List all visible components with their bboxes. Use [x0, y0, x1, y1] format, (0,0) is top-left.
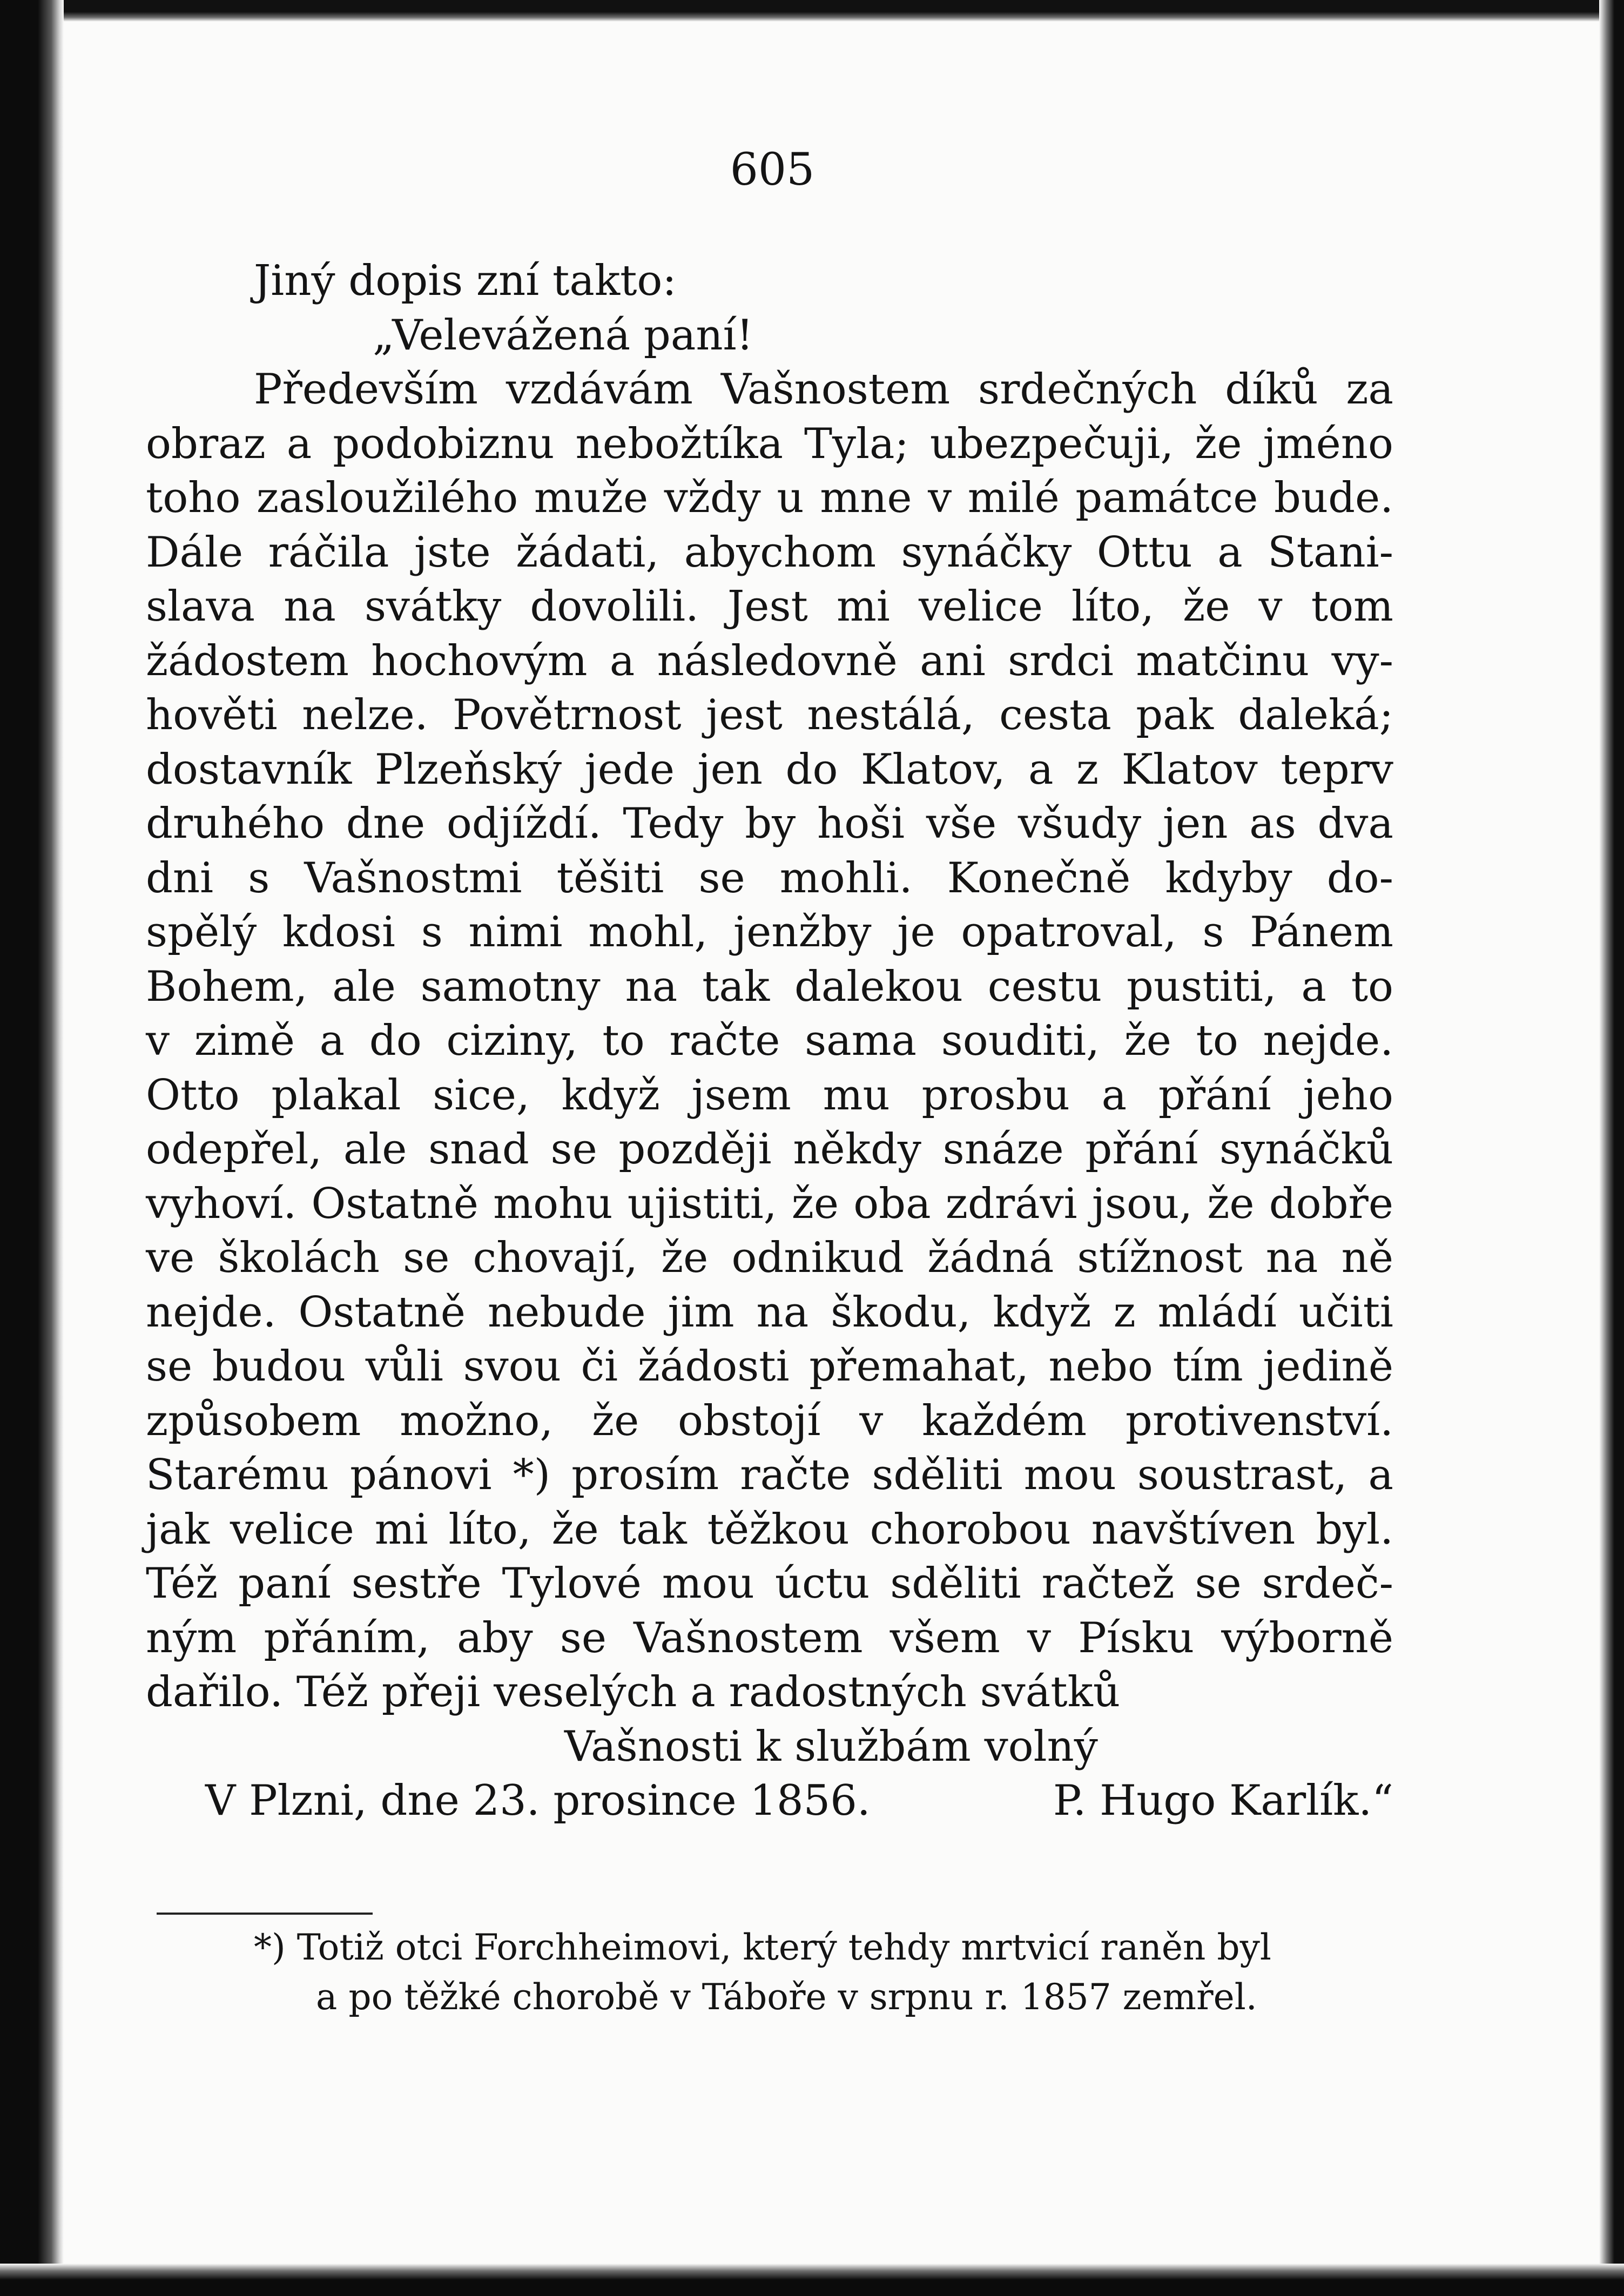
text-line: Též paní sestře Tylové mou úctu sděliti račtež se srdeč-: [146, 1559, 1393, 1608]
letter-body: [146, 254, 1393, 1828]
text-line: Především vzdávám Vašnostem srdečných díků za: [254, 365, 1393, 414]
scan-edge-bottom: [0, 2264, 1624, 2296]
text-line: způsobem možno, že obstojí v každém protivenství.: [146, 1396, 1393, 1445]
footnote-line: *) Totiž otci Forchheimovi, který tehdy mrtvicí raněn byl: [254, 1927, 1272, 1968]
footnote-rule: [157, 1913, 373, 1915]
text-line: odepřel, ale snad se později někdy snáze přání synáčků: [146, 1125, 1393, 1174]
text-line: žádostem hochovým a následovně ani srdci matčinu vy-: [146, 636, 1393, 685]
text-line: jak velice mi líto, že tak těžkou chorobou navštíven byl.: [146, 1505, 1393, 1554]
text-line: se budou vůli svou či žádosti přemahat, nebo tím jedině: [146, 1342, 1393, 1391]
scan-edge-left: [0, 0, 64, 2296]
signature-line: [146, 1774, 1393, 1828]
place-date: V Plzni, dne 23. prosince 1856.: [205, 1776, 871, 1825]
text-line: Dále ráčila jste žádati, abychom synáčky Ottu a Stani-: [146, 528, 1393, 577]
closing-line: Vašnosti k službám volný: [564, 1722, 1098, 1771]
signature: P. Hugo Karlík.“: [1053, 1776, 1393, 1825]
intro-line: Jiný dopis zní takto:: [254, 257, 677, 305]
text-line: dostavník Plzeňský jede jen do Klatov, a z Klatov teprv: [146, 745, 1393, 794]
text-line: hověti nelze. Povětrnost jest nestálá, cesta pak daleká;: [146, 691, 1393, 739]
text-line: dni s Vašnostmi těšiti se mohli. Konečně kdyby do-: [146, 853, 1393, 903]
text-line: Bohem, ale samotny na tak dalekou cestu pustiti, a to: [146, 962, 1393, 1011]
text-line: vyhoví. Ostatně mohu ujistiti, že oba zdrávi jsou, že dobře: [146, 1179, 1393, 1228]
text-line: v zimě a do ciziny, to račte sama souditi, že to nejde.: [146, 1016, 1393, 1065]
text-line: obraz a podobiznu nebožtíka Tyla; ubezpečuji, že jméno: [146, 419, 1393, 468]
text-line: toho zasloužilého muže vždy u mne v milé památce bude.: [146, 474, 1393, 522]
text-line: slava na svátky dovolili. Jest mi velice líto, že v tom: [146, 582, 1393, 631]
text-line: nejde. Ostatně nebude jim na škodu, když z mládí učiti: [146, 1288, 1393, 1337]
scan-edge-right: [1599, 0, 1624, 2296]
text-line: spělý kdosi s nimi mohl, jenžby je opatroval, s Pánem: [146, 908, 1393, 957]
footnote-line: a po těžké chorobě v Táboře v srpnu r. 1857 zemřel.: [316, 1976, 1257, 2018]
footnote: [254, 1923, 1393, 2022]
page-number: 605: [730, 144, 815, 196]
text-line: druhého dne odjíždí. Tedy by hoši vše všudy jen as dva: [146, 799, 1393, 848]
text-line: ve školách se chovají, že odnikud žádná stížnost na ně: [146, 1234, 1393, 1282]
scan-edge-top: [0, 0, 1624, 22]
salutation-line: „Velevážená paní!: [373, 311, 753, 360]
text-line: Otto plakal sice, když jsem mu prosbu a přání jeho: [146, 1070, 1393, 1120]
text-line: dařilo. Též přeji veselých a radostných svátků: [146, 1668, 1121, 1716]
text-line: Starému pánovi *) prosím račte sděliti mou soustrast, a: [146, 1451, 1393, 1499]
text-line: ným přáním, aby se Vašnostem všem v Písku výborně: [146, 1613, 1393, 1662]
